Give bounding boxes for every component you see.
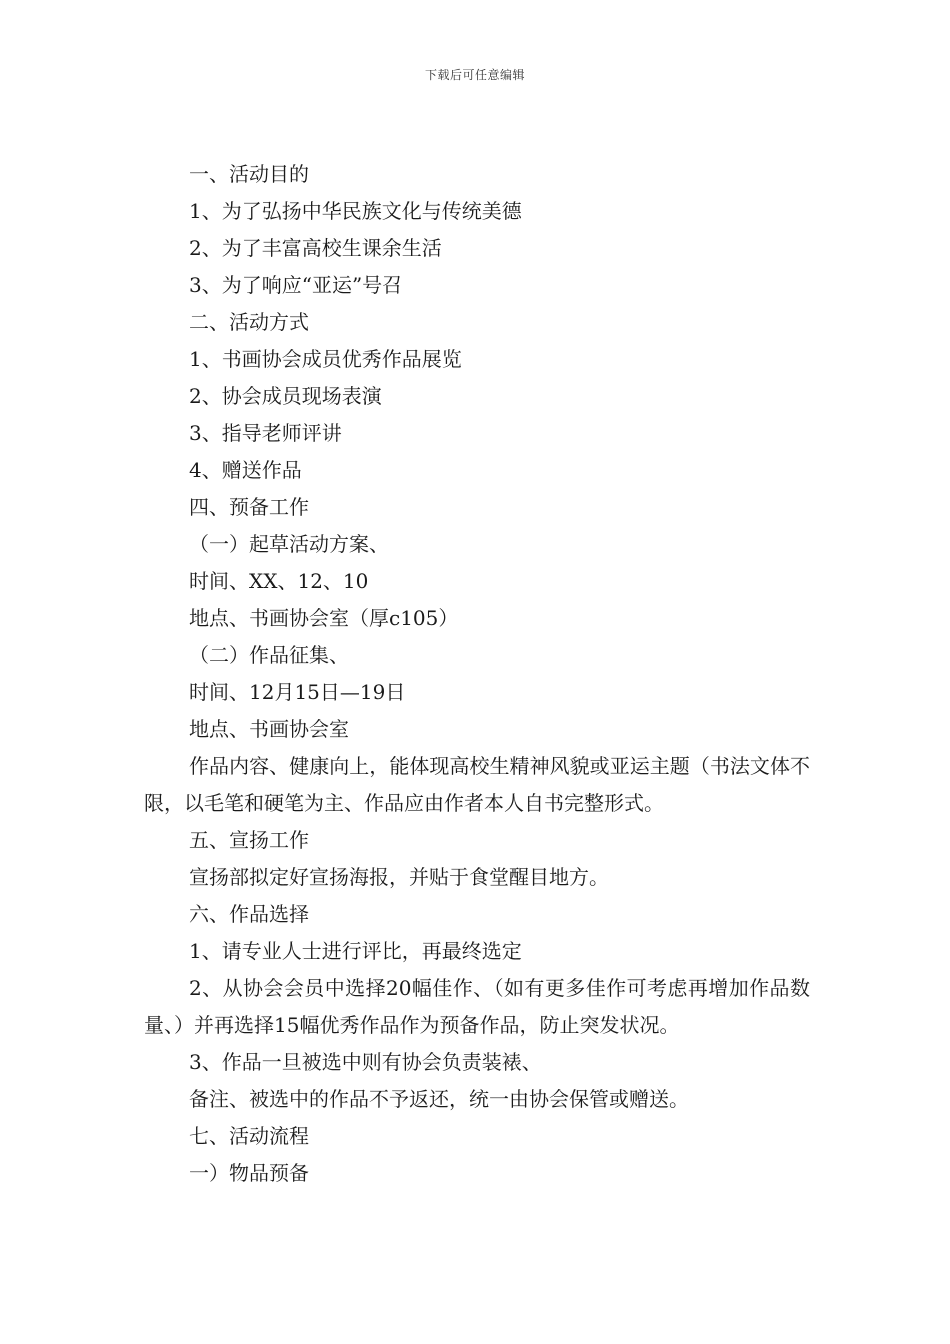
- section-heading-preparation: 四、预备工作: [189, 495, 309, 519]
- subsection-heading: 一）物品预备: [189, 1161, 309, 1185]
- list-item: 2、协会成员现场表演: [189, 384, 382, 408]
- list-item: 3、为了响应“亚运”号召: [189, 273, 403, 297]
- body-paragraph: 2、从协会会员中选择20幅佳作、（如有更多佳作可考虑再增加作品数量、）并再选择15幅优秀作品作为预备作品，防止突发状况。: [144, 976, 810, 1037]
- body-paragraph: 宣扬部拟定好宣扬海报，并贴于食堂醒目地方。: [189, 865, 609, 889]
- list-item: 地点、书画协会室: [189, 717, 349, 741]
- body-paragraph: 作品内容、健康向上，能体现高校生精神风貌或亚运主题（书法文体不限，以毛笔和硬笔为主、作品应由作者本人自书完整形式。: [144, 754, 810, 815]
- list-item: 1、为了弘扬中华民族文化与传统美德: [189, 199, 522, 223]
- document-body: [144, 156, 810, 1192]
- list-item: 2、为了丰富高校生课余生活: [189, 236, 442, 260]
- section-heading-purpose: 一、活动目的: [189, 162, 309, 186]
- list-item: 3、指导老师评讲: [189, 421, 342, 445]
- subsection-heading: （二）作品征集、: [189, 643, 349, 667]
- list-item: 地点、书画协会室（厚c105）: [189, 606, 459, 630]
- list-item: 时间、XX、12、10: [189, 569, 369, 593]
- section-heading-process: 七、活动流程: [189, 1124, 309, 1148]
- section-heading-publicity: 五、宣扬工作: [189, 828, 309, 852]
- list-item: 4、赠送作品: [189, 458, 302, 482]
- list-item: 3、作品一旦被选中则有协会负责装裱、: [189, 1050, 542, 1074]
- note-paragraph: 备注、被选中的作品不予返还，统一由协会保管或赠送。: [189, 1087, 689, 1111]
- list-item: 1、书画协会成员优秀作品展览: [189, 347, 462, 371]
- page-header-note: 下载后可任意编辑: [424, 68, 525, 82]
- list-item: 1、请专业人士进行评比，再最终选定: [189, 939, 522, 963]
- section-heading-selection: 六、作品选择: [189, 902, 309, 926]
- list-item: 时间、12月15日—19日: [189, 680, 406, 704]
- subsection-heading: （一）起草活动方案、: [189, 532, 389, 556]
- section-heading-method: 二、活动方式: [189, 310, 309, 334]
